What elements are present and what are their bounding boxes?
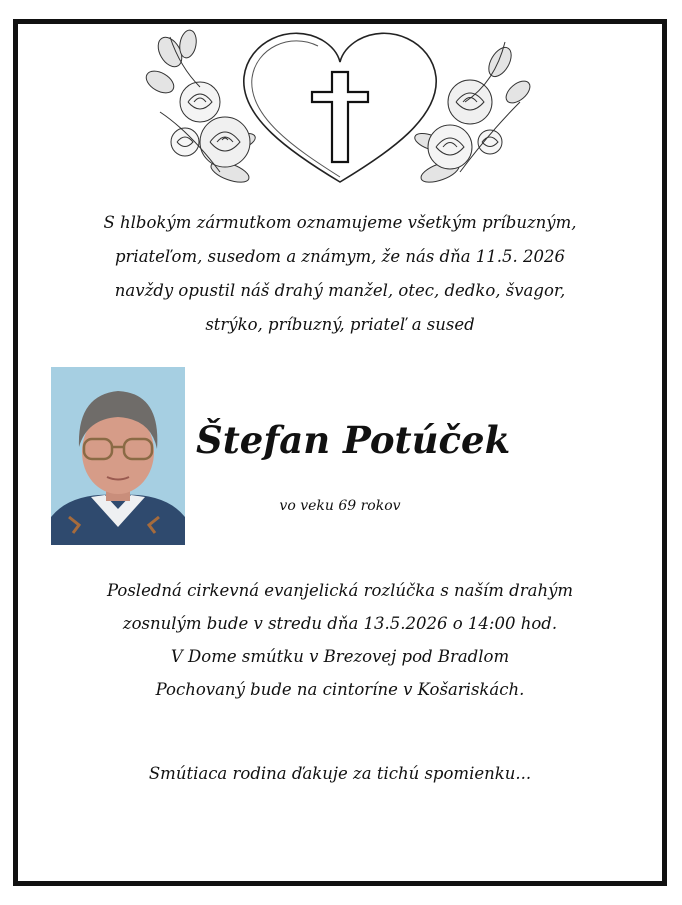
deceased-name: Štefan Potúček [196, 418, 511, 462]
intro-line: navždy opustil náš drahý manžel, otec, dedko, švagor, [114, 281, 566, 300]
intro-text [40, 206, 640, 342]
funeral-line: Pochovaný bude na cintoríne v Košariskách. [155, 680, 525, 699]
age-text: vo veku 69 rokov [279, 498, 401, 514]
intro-line: S hlbokým zármutkom oznamujeme všetkým príbuzným, [103, 213, 577, 232]
closing-text: Smútiaca rodina ďakuje za tichú spomienku... [148, 764, 532, 783]
funeral-line: V Dome smútku v Brezovej pod Bradlom [170, 647, 510, 666]
header-ornament [140, 22, 540, 192]
funeral-line: zosnulým bude v stredu dňa 13.5.2026 o 14:00 hod. [122, 614, 558, 633]
intro-line: strýko, príbuzný, priateľ a sused [205, 315, 475, 334]
portrait-photo [51, 367, 185, 545]
intro-line: priateľom, susedom a známym, že nás dňa 11.5. 2026 [114, 247, 566, 266]
funeral-details [40, 574, 640, 706]
portrait-image [51, 367, 185, 545]
rose-bouquet-left-icon [143, 29, 258, 187]
funeral-line: Posledná cirkevná evanjelická rozlúčka s naším drahým [106, 581, 574, 600]
